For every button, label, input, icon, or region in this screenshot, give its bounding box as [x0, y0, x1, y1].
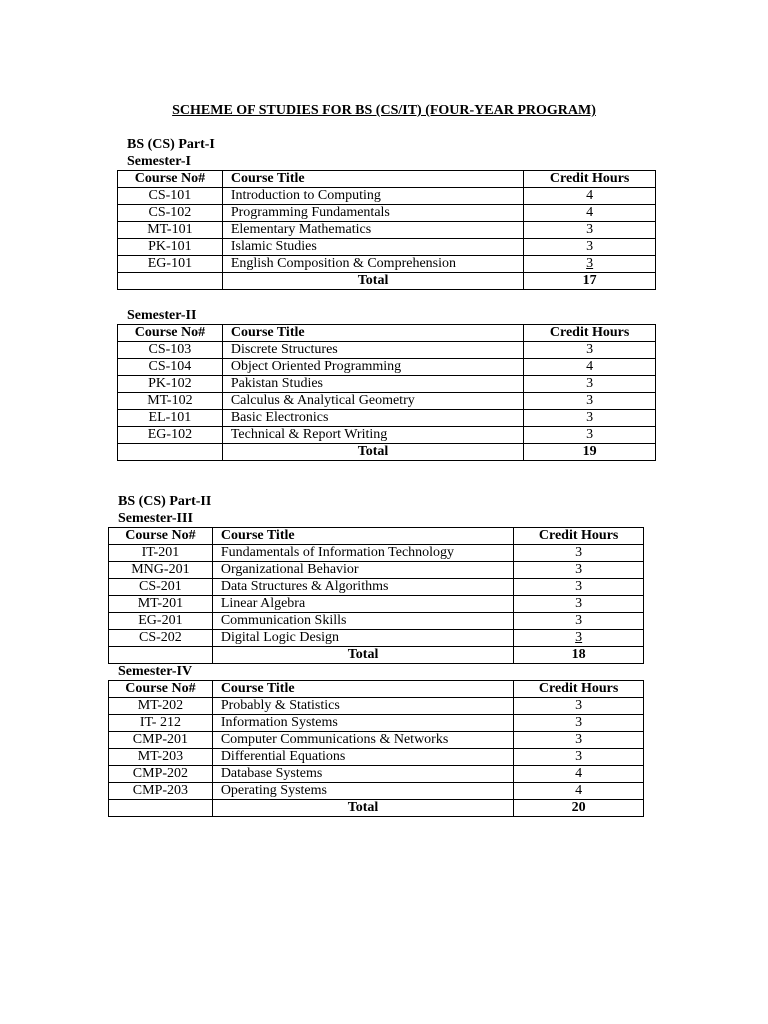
course-no: MNG-201	[109, 562, 213, 579]
course-title: Differential Equations	[212, 749, 513, 766]
credit-hours	[514, 630, 644, 647]
course-no: CMP-201	[109, 732, 213, 749]
course-title: Information Systems	[212, 715, 513, 732]
total-value: 20	[514, 800, 644, 817]
total-label: Total	[212, 800, 513, 817]
course-title: Discrete Structures	[222, 342, 523, 359]
total-row	[109, 800, 644, 817]
course-no-header: Course No#	[109, 528, 213, 545]
course-no: IT- 212	[109, 715, 213, 732]
course-title: Islamic Studies	[222, 239, 523, 256]
credit-hours: 3	[524, 427, 656, 444]
semester-2-table	[117, 324, 656, 461]
total-row	[109, 647, 644, 664]
course-no: MT-102	[118, 393, 223, 410]
credit-hours: 3	[524, 342, 656, 359]
course-title: Computer Communications & Networks	[212, 732, 513, 749]
course-no: PK-101	[118, 239, 223, 256]
table-row	[118, 342, 656, 359]
table-row	[109, 562, 644, 579]
course-title: English Composition & Comprehension	[222, 256, 523, 273]
course-no: CS-104	[118, 359, 223, 376]
part-2-heading: BS (CS) Part-II	[118, 494, 212, 509]
table-row	[118, 359, 656, 376]
credit-hours: 4	[524, 359, 656, 376]
table-row	[118, 188, 656, 205]
course-no-header: Course No#	[118, 325, 223, 342]
credit-hours-value: 3	[586, 256, 594, 271]
total-empty-cell	[109, 800, 213, 817]
semester-4-heading: Semester-IV	[118, 664, 193, 679]
course-title: Communication Skills	[212, 613, 513, 630]
semester-1-heading: Semester-I	[127, 154, 192, 169]
credit-hours: 3	[514, 545, 644, 562]
total-value: 19	[524, 444, 656, 461]
table-row	[109, 766, 644, 783]
table-row	[118, 205, 656, 222]
credit-hours: 3	[514, 562, 644, 579]
credit-hours: 3	[524, 239, 656, 256]
table-row	[118, 376, 656, 393]
total-empty-cell	[109, 647, 213, 664]
total-label: Total	[222, 273, 523, 290]
credit-hours: 3	[514, 579, 644, 596]
total-empty-cell	[118, 273, 223, 290]
header-row	[118, 171, 656, 188]
table-row	[109, 613, 644, 630]
course-no: IT-201	[109, 545, 213, 562]
table-row	[118, 256, 656, 273]
course-no: EL-101	[118, 410, 223, 427]
course-title-header: Course Title	[212, 681, 513, 698]
course-title: Digital Logic Design	[212, 630, 513, 647]
course-no: CMP-202	[109, 766, 213, 783]
header-row	[109, 528, 644, 545]
table-row	[109, 596, 644, 613]
course-title: Organizational Behavior	[212, 562, 513, 579]
course-no: MT-202	[109, 698, 213, 715]
credit-hours: 3	[514, 596, 644, 613]
course-title: Fundamentals of Information Technology	[212, 545, 513, 562]
course-title: Probably & Statistics	[212, 698, 513, 715]
credit-hours: 4	[514, 766, 644, 783]
credit-hours: 3	[514, 613, 644, 630]
credit-hours-value: 3	[575, 630, 583, 645]
credit-hours: 4	[514, 783, 644, 800]
total-row	[118, 444, 656, 461]
credit-hours-header: Credit Hours	[514, 528, 644, 545]
credit-hours: 3	[524, 393, 656, 410]
course-title-header: Course Title	[222, 325, 523, 342]
credit-hours: 3	[524, 410, 656, 427]
semester-3-table	[108, 527, 644, 664]
course-no: EG-101	[118, 256, 223, 273]
course-no: MT-203	[109, 749, 213, 766]
course-title: Database Systems	[212, 766, 513, 783]
table-row	[109, 715, 644, 732]
course-title: Operating Systems	[212, 783, 513, 800]
course-title: Technical & Report Writing	[222, 427, 523, 444]
course-no: CS-201	[109, 579, 213, 596]
credit-hours: 3	[514, 749, 644, 766]
semester-3-body	[109, 528, 644, 664]
table-row	[109, 545, 644, 562]
table-row	[109, 698, 644, 715]
table-row	[109, 579, 644, 596]
credit-hours: 4	[524, 188, 656, 205]
course-title: Object Oriented Programming	[222, 359, 523, 376]
total-label: Total	[212, 647, 513, 664]
course-no: CS-103	[118, 342, 223, 359]
course-no: MT-201	[109, 596, 213, 613]
course-no: CS-202	[109, 630, 213, 647]
course-title: Elementary Mathematics	[222, 222, 523, 239]
course-title: Linear Algebra	[212, 596, 513, 613]
semester-3-heading: Semester-III	[118, 511, 193, 526]
course-no-header: Course No#	[109, 681, 213, 698]
table-row	[109, 749, 644, 766]
credit-hours: 3	[514, 715, 644, 732]
course-no: EG-201	[109, 613, 213, 630]
part-1-heading: BS (CS) Part-I	[127, 137, 215, 152]
total-value: 18	[514, 647, 644, 664]
course-title: Programming Fundamentals	[222, 205, 523, 222]
credit-hours: 3	[514, 698, 644, 715]
course-no: CS-102	[118, 205, 223, 222]
table-row	[118, 239, 656, 256]
course-title: Basic Electronics	[222, 410, 523, 427]
course-no-header: Course No#	[118, 171, 223, 188]
semester-4-table	[108, 680, 644, 817]
course-title: Pakistan Studies	[222, 376, 523, 393]
header-row	[118, 325, 656, 342]
semester-4-body	[109, 681, 644, 817]
course-no: EG-102	[118, 427, 223, 444]
table-row	[118, 410, 656, 427]
table-row	[118, 427, 656, 444]
table-row	[109, 732, 644, 749]
table-row	[118, 393, 656, 410]
credit-hours: 3	[524, 376, 656, 393]
course-no: PK-102	[118, 376, 223, 393]
header-row	[109, 681, 644, 698]
course-title: Calculus & Analytical Geometry	[222, 393, 523, 410]
table-row	[109, 630, 644, 647]
total-value: 17	[524, 273, 656, 290]
course-title-header: Course Title	[222, 171, 523, 188]
total-label: Total	[222, 444, 523, 461]
credit-hours-header: Credit Hours	[524, 171, 656, 188]
credit-hours-header: Credit Hours	[524, 325, 656, 342]
document-title: SCHEME OF STUDIES FOR BS (CS/IT) (FOUR-YEAR PROGRAM)	[172, 103, 596, 118]
course-no: CMP-203	[109, 783, 213, 800]
credit-hours-header: Credit Hours	[514, 681, 644, 698]
semester-2-heading: Semester-II	[127, 308, 197, 323]
semester-1-table	[117, 170, 656, 290]
credit-hours: 4	[524, 205, 656, 222]
course-title: Data Structures & Algorithms	[212, 579, 513, 596]
course-title: Introduction to Computing	[222, 188, 523, 205]
credit-hours	[524, 256, 656, 273]
table-row	[109, 783, 644, 800]
total-empty-cell	[118, 444, 223, 461]
credit-hours: 3	[514, 732, 644, 749]
course-title-header: Course Title	[212, 528, 513, 545]
total-row	[118, 273, 656, 290]
semester-1-body	[118, 171, 656, 290]
table-row	[118, 222, 656, 239]
course-no: MT-101	[118, 222, 223, 239]
course-no: CS-101	[118, 188, 223, 205]
semester-2-body	[118, 325, 656, 461]
credit-hours: 3	[524, 222, 656, 239]
